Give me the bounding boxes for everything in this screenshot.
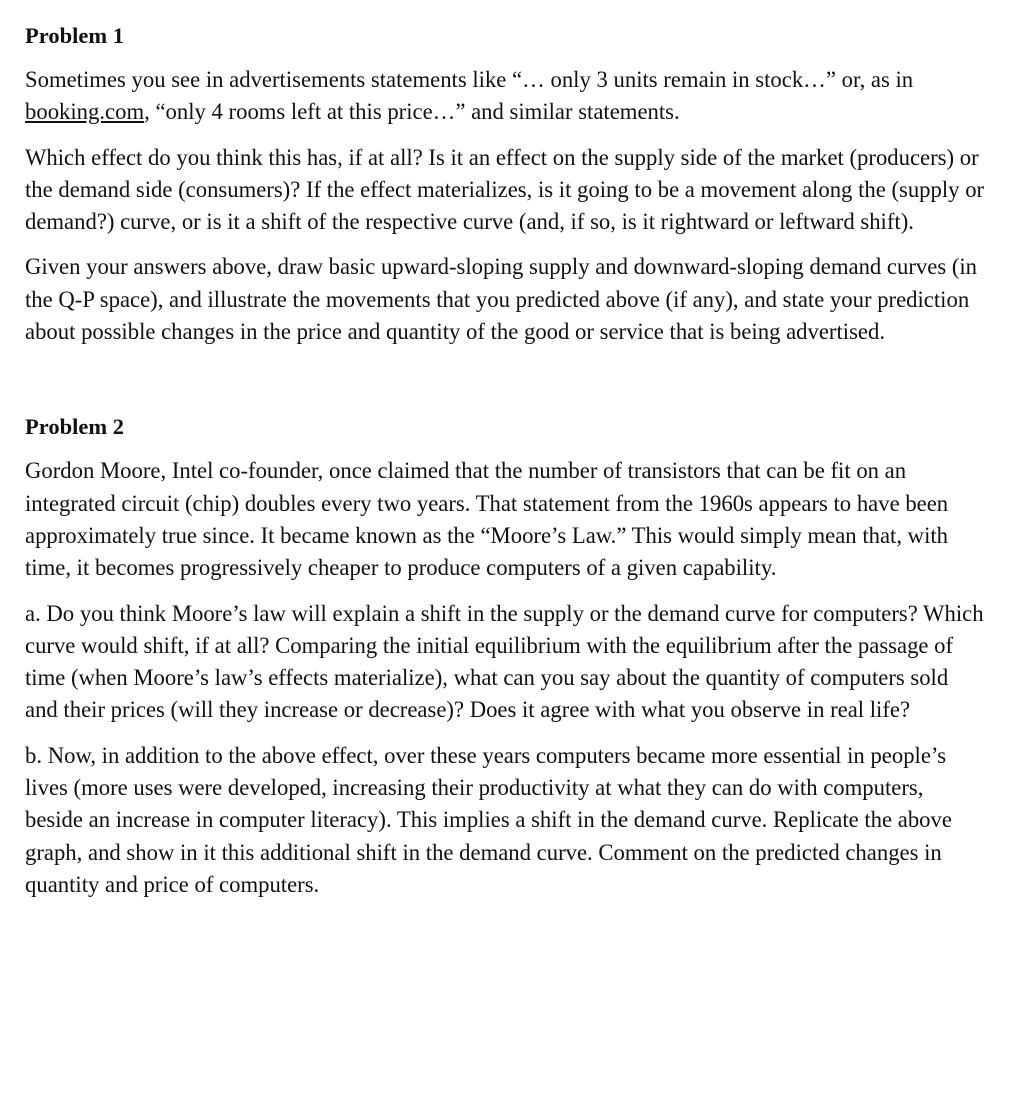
booking-link[interactable]: booking.com <box>25 99 145 125</box>
problem-1-title: Problem 1 <box>25 23 124 48</box>
problem-1-p1-text-before: Sometimes you see in advertisements statements like “… only 3 units remain in stock…” or, as in <box>25 67 914 92</box>
problem-1-paragraph-3: Given your answers above, draw basic upward-sloping supply and downward-sloping demand curves (in the Q-P space), and illustrate the movements that you predicted above (if any), and state your prediction about possible changes in the price and quantity of the good or service that is being advertised. <box>25 254 978 345</box>
problem-1-paragraph-2: Which effect do you think this has, if at all? Is it an effect on the supply side of the market (producers) or the demand side (consumers)? If the effect materializes, is it going to be a movement along the (supply or demand?) curve, or is it a shift of the respective curve (and, if so, is it rightward or leftward shift). <box>25 144 985 235</box>
problem-1-paragraph-1 <box>25 64 985 129</box>
problem-2-part-b: b. Now, in addition to the above effect, over these years computers became more essential in people’s lives (more uses were developed, increasing their productivity at what they can do with computers, beside an increase in computer literacy). This implies a shift in the demand curve. Replicate the above graph, and show in it this additional shift in the demand curve. Comment on the predicted changes in quantity and price of computers. <box>25 742 952 897</box>
problem-2-section <box>25 411 985 901</box>
problem-1-p1-text-after: , “only 4 rooms left at this price…” and similar statements. <box>144 99 680 125</box>
problem-1-section <box>25 20 985 348</box>
problem-2-part-a: a. Do you think Moore’s law will explain a shift in the supply or the demand curve for computers? Which curve would shift, if at all? Comparing the initial equilibrium with the equilibrium after the passage of time (when Moore’s law’s effects materialize), what can you say about the quantity of computers sold and their prices (will they increase or decrease)? Does it agree with what you observe in real life? <box>25 600 984 723</box>
problem-2-paragraph-1: Gordon Moore, Intel co-founder, once claimed that the number of transistors that can be fit on an integrated circuit (chip) doubles every two years. That statement from the 1960s appears to have been approximately true since. It became known as the “Moore’s Law.” This would simply mean that, with time, it becomes progressively cheaper to produce computers of a given capability. <box>25 458 949 581</box>
section-spacer <box>25 361 985 411</box>
problem-2-title: Problem 2 <box>25 414 124 440</box>
document-page <box>25 20 985 914</box>
